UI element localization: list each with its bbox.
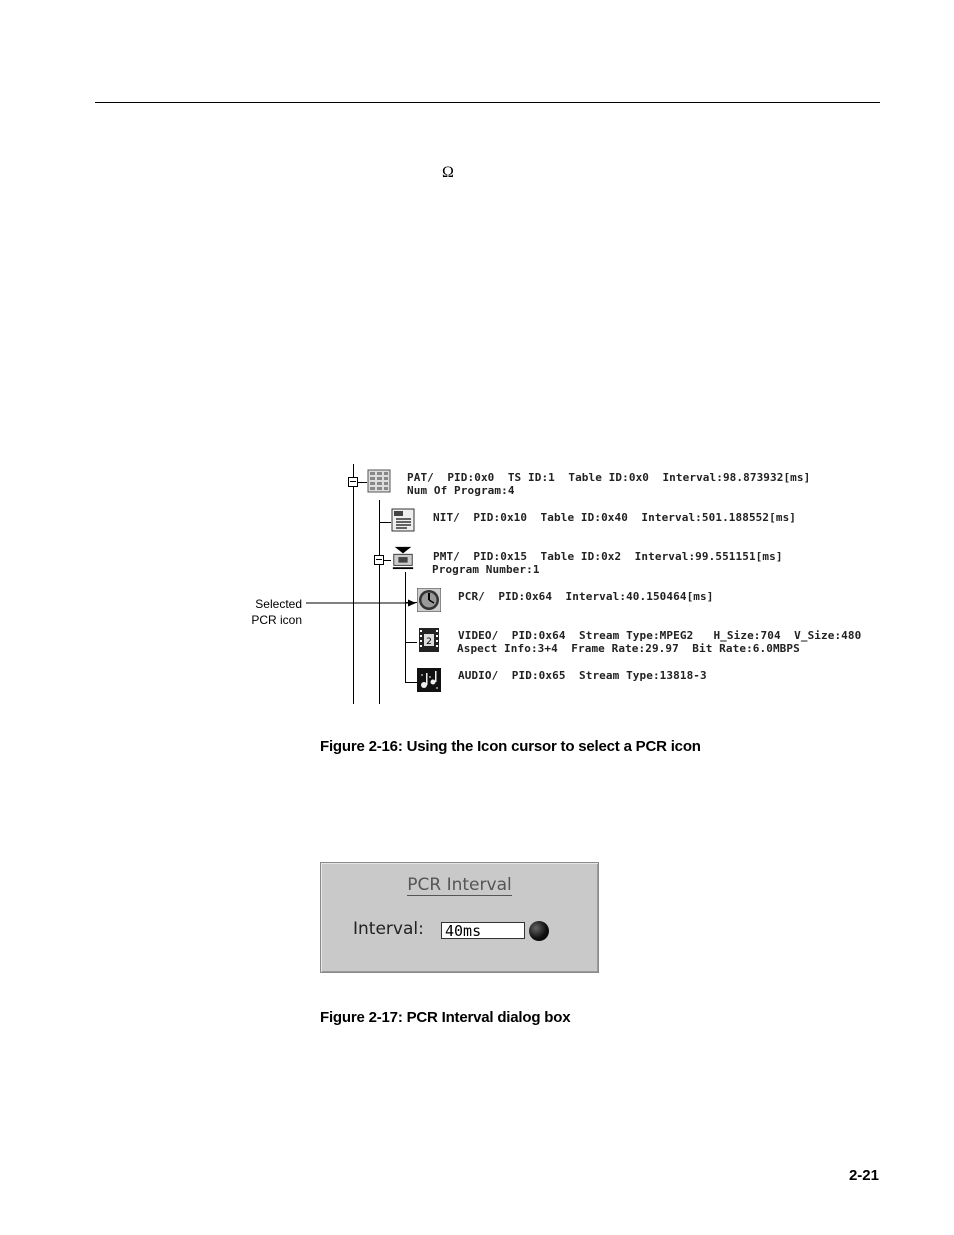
audio-notes-icon[interactable] (417, 668, 441, 692)
pmt-line-1: PMT/ PID:0x15 Table ID:0x2 Interval:99.551151[ms] (433, 550, 783, 563)
pcr-line: PCR/ PID:0x64 Interval:40.150464[ms] (458, 590, 714, 603)
interval-label: Interval: (353, 919, 424, 939)
nit-line: NIT/ PID:0x10 Table ID:0x40 Interval:501.188552[ms] (433, 511, 797, 524)
page-number: 2-21 (848, 1167, 879, 1184)
omega-symbol: Ω (442, 164, 454, 181)
figure-2-16-caption: Figure 2-16: Using the Icon cursor to select a PCR icon (320, 738, 701, 755)
pcr-interval-dialog (320, 862, 599, 973)
callout-line-2: PCR icon (251, 613, 302, 627)
pat-line-1: PAT/ PID:0x0 TS ID:1 Table ID:0x0 Interval:98.873932[ms] (407, 471, 811, 484)
collapse-toggle-pmt[interactable] (374, 555, 384, 565)
collapse-toggle-pat[interactable] (348, 477, 358, 487)
pat-line-2: Num Of Program:4 (407, 484, 515, 497)
callout-arrow (306, 597, 418, 609)
audio-line: AUDIO/ PID:0x65 Stream Type:13818-3 (458, 669, 707, 682)
connector-video (405, 642, 417, 643)
nit-document-icon[interactable] (391, 508, 415, 532)
tree-line-root (353, 464, 354, 704)
connector-nit (379, 522, 391, 523)
svg-text:2: 2 (426, 637, 432, 647)
video-line-2: Aspect Info:3+4 Frame Rate:29.97 Bit Rate:6.0MBPS (457, 642, 800, 655)
figure-2-17-caption: Figure 2-17: PCR Interval dialog box (320, 1009, 571, 1026)
connector-audio (405, 682, 417, 683)
pmt-line-2: Program Number:1 (432, 563, 540, 576)
pmt-monitor-icon[interactable] (391, 546, 415, 570)
callout-line-1: Selected (255, 597, 302, 611)
video-line-1: VIDEO/ PID:0x64 Stream Type:MPEG2 H_Size:704 V_Size:480 (458, 629, 862, 642)
header-rule (95, 102, 880, 103)
video-film-icon[interactable] (417, 628, 441, 652)
tree-line-pmt (405, 572, 406, 682)
program-tree-figure (250, 460, 890, 710)
selected-pcr-callout (240, 596, 302, 628)
dialog-title: PCR Interval (407, 875, 512, 895)
pcr-clock-icon[interactable] (417, 588, 441, 612)
adjust-knob-icon[interactable] (529, 921, 549, 941)
interval-input[interactable]: 40ms (441, 922, 525, 939)
pat-table-icon[interactable] (367, 469, 391, 493)
